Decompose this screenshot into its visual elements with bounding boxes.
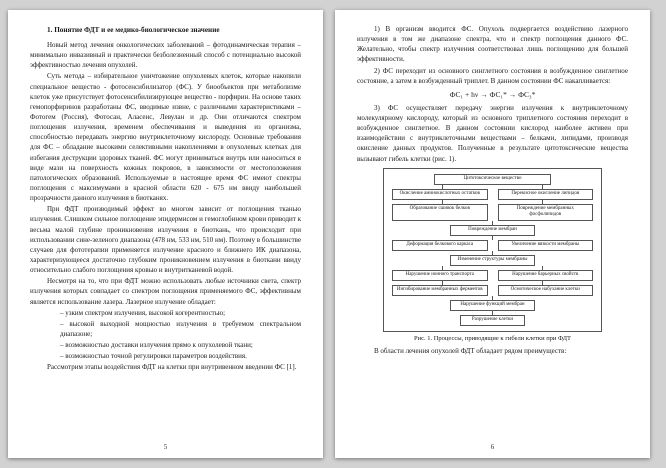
flow-box-oxidation: Окисление аминокислотных остатков (392, 189, 488, 200)
flow-box-enzymes: Ингибирование мембранных ферментов (392, 285, 488, 296)
flow-box-membrane-function: Нарушение функций мембран (450, 300, 534, 311)
flow-box-cytotoxic: Цитотоксическое вещество (434, 174, 551, 185)
page-number: 5 (163, 443, 168, 451)
flow-box-protein-frame: Деформация белкового каркаса (392, 240, 488, 251)
photosensitizer-formula: ФС₁ + hν → ФС₁* → ФС₃* (449, 89, 536, 99)
bullet-item: – высокой выходной мощностью излучения в требуемом спектральном диапазоне; (60, 319, 301, 339)
numbered-item-1: 1) В организм вводится ФС. Опухоль подвергается воздействию лазерного излучения в том же диапазоне спектра, что и спектр поглощения данного ФС. Желательно, чтобы спектр излучения соответствовал лишь поглощению для большей эффективности. (357, 25, 628, 64)
bullet-item: – возможностью доставки излучения прямо к опухолевой ткани; (60, 340, 301, 350)
paragraph-method: Суть метода – избирательное уничтожение опухолевых клеток, которые накопили специальное вещество - фотосенсибилизатор (ФС). У биообъектов при метаболизме клеток уже присутствует фотосенсибилизирующее вещество - порфирин. На основе таких гемопорфиринов разработаны ФС, вводимые извне, с различными характеристиками – Фотогем (Россия), Фотосан, Аласенс, Левулан и др. Они отличаются спектром поглощения излучения, временем обеспечивания и выведения из организма, способностью передавать энергию внутриклеточному кислороду. Основные требования для ФС – обладание высокими селективными накоплениями в опухолевых клетках для избегания деструкции здоровых тканей. ФС могут приниматься внутрь или наноситься в виде мази на поверхность кожных покровов, в зависимости от местоположения патологических образований. Используемые в настоящее время ФС имеют спектры поглощения с максимумами в красной области 620 - 675 нм ввиду наибольшей прозрачности данного излучения в биотканях. (30, 72, 301, 203)
flow-box-phospholipids: Повреждение мембранных фосфолипидов (498, 204, 594, 221)
paragraph-closing: Рассмотрим этапы воздействия ФДТ на клетки при внутривенном введении ФС [1]. (47, 363, 297, 372)
bullet-item: – узким спектром излучения, высокой когерентностью; (60, 308, 301, 318)
flow-box-crosslinks: Образование сшивок белков (392, 204, 488, 221)
bullet-item: – возможностью точной регулировки параметров воздействия. (60, 351, 301, 361)
flow-row (392, 240, 593, 251)
numbered-item-2: 2) ФС переходит из основного синглетного состояния в возбужденное синглетное состояние, а затем в возбужденный триплет. В данном состоянии ФС накапливается: (357, 66, 628, 85)
paragraph-absorption: При ФДТ производимый эффект во многом зависит от поглощения тканью излучения. Слишком сильное поглощение эпидермисом и гемоглобином крови приводит к весьма малой глубине проникновения излучения в биоткань, что происходит при использовании сине-зеленого диапазона (478 нм, 533 нм, 510 нм). Поэтому в большинстве случаев для фототерапии применяется излучение красного и ближнего ИК диапазона, характеризующееся достаточно глубоким проникновением излучения в биоткани ввиду относительно слабого поглощения кровью и внутритканевой водой. (30, 205, 301, 275)
flow-box-cell-destruction: Разрушение клетки (460, 315, 524, 326)
page-right (335, 10, 650, 458)
bullet-list (60, 308, 301, 362)
flow-box-barrier: Нарушение барьерных свойств (498, 270, 594, 281)
flow-row (392, 270, 593, 281)
flow-box-structure-change: Изменение структуры мембраны (450, 255, 534, 266)
page-left (8, 10, 323, 458)
flow-box-viscosity: Увеличение вязкости мембраны (498, 240, 594, 251)
paragraph-advantages: В области лечения опухолей ФДТ обладает рядом преимуществ: (374, 346, 567, 355)
figure-caption: Рис. 1. Процессы, приводящие к гибели клетки при ФДТ (414, 334, 571, 342)
section-heading: 1. Понятие ФДТ и ее медико-биологическое значение (47, 26, 220, 34)
flow-row (392, 189, 593, 200)
flow-box-swelling: Осмотическое набухание клетки (498, 285, 594, 296)
page-number: 6 (490, 443, 495, 451)
flow-row (392, 285, 593, 296)
paragraph-intro: Новый метод лечения онкологических заболеваний – фотодинамическая терапия – минимально инвазивный и практически безболезненный способ с потенциально высокой эффективностью лечения опухолей. (30, 41, 301, 70)
flow-box-ion-transport: Нарушение ионного транспорта (392, 270, 488, 281)
paragraph-laser: Несмотря на то, что при ФДТ можно использовать любые источники света, спектр излучения которых совпадает со спектром поглощения применяемого ФС, эффективным является использование лазера. Лазерное излучение обладает: (30, 277, 301, 306)
flow-box-peroxidation: Перекисное окисление липидов (498, 189, 594, 200)
flowchart-diagram (383, 168, 602, 332)
numbered-item-3: 3) ФС осуществляет передачу энергии излучения к внутриклеточному молекулярному кислороду, который из основного триплетного состояния переходит в возбужденное синглетное. В данном состоянии кислород наиболее активен при взаимодействии с внутриклеточными веществами – белками, липидами, производя окисление данных продуктов. Полученные в результате цитотоксические вещества вызывают гибель клетки (рис. 1). (357, 103, 628, 163)
flow-box-membrane-damage: Повреждение мембран (450, 225, 534, 236)
flow-row (392, 204, 593, 221)
